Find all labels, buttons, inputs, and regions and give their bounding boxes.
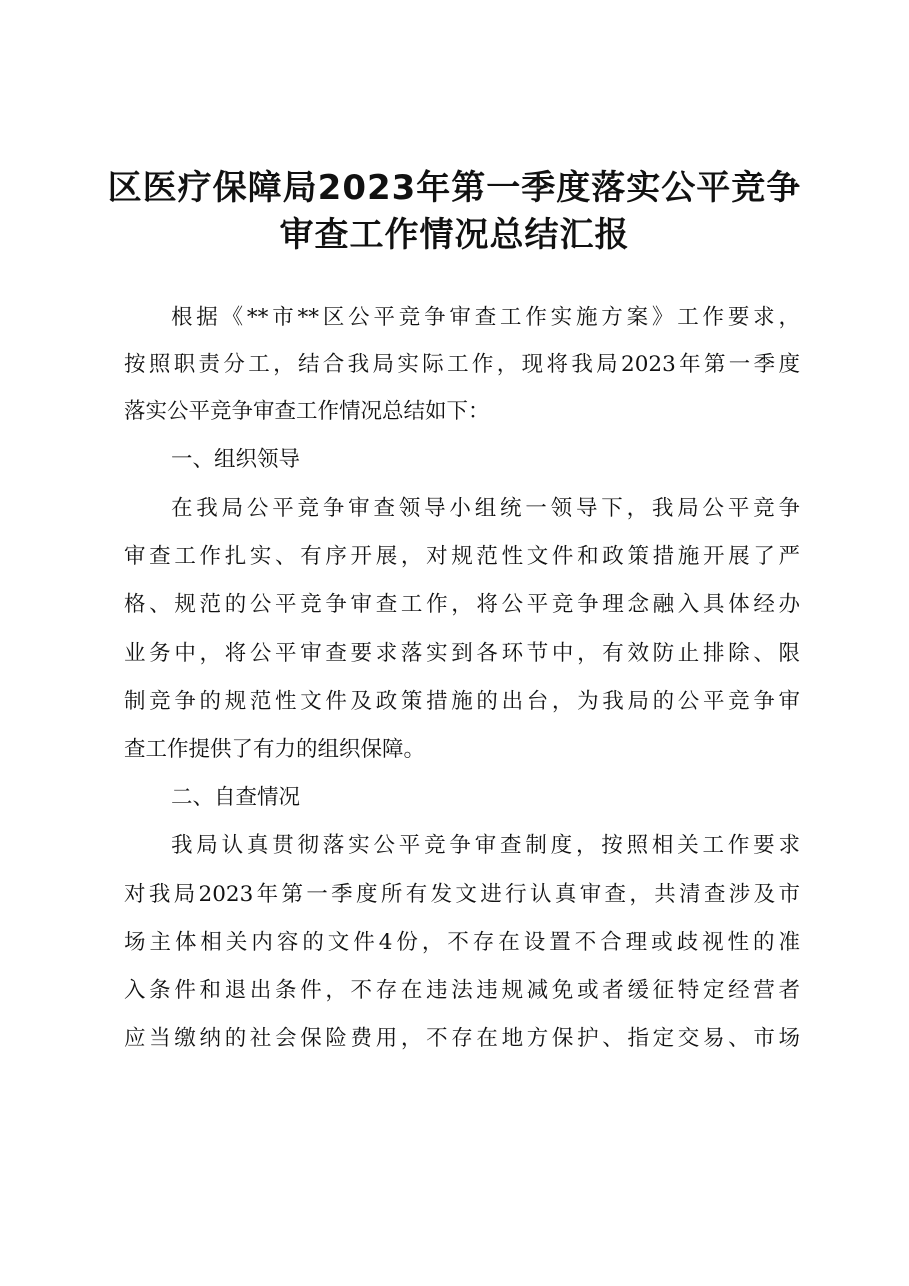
paragraph-2-line-3: 格、规范的公平竞争审查工作，将公平竞争理念融入具体经办 (124, 592, 800, 617)
document-title-line-1: 区医疗保障局2023年第一季度落实公平竞争 (107, 168, 802, 208)
paragraph-3-line-3: 场主体相关内容的文件4份，不存在设置不合理或歧视性的准 (124, 930, 800, 955)
paragraph-2-line-2: 审查工作扎实、有序开展，对规范性文件和政策措施开展了严 (124, 544, 800, 569)
paragraph-3-line-2: 对我局2023年第一季度所有发文进行认真审查，共清查涉及市 (124, 882, 800, 907)
paragraph-3-line-5: 应当缴纳的社会保险费用，不存在地方保护、指定交易、市场 (124, 1026, 800, 1051)
paragraph-2-line-4: 业务中，将公平审查要求落实到各环节中，有效防止排除、限 (124, 641, 800, 666)
section-heading-organization: 一、组织领导 (171, 447, 301, 472)
paragraph-3-line-4: 入条件和退出条件，不存在违法违规减免或者缓征特定经营者 (124, 978, 800, 1003)
section-heading-self-inspection: 二、自查情况 (171, 785, 301, 810)
paragraph-2-line-6: 查工作提供了有力的组织保障。 (124, 737, 426, 762)
document-title-line-2: 审查工作情况总结汇报 (279, 215, 630, 255)
paragraph-1-line-3: 落实公平竞争审查工作情况总结如下： (124, 399, 490, 424)
paragraph-1-line-1: 根据《**市**区公平竞争审查工作实施方案》工作要求， (171, 305, 800, 330)
paragraph-1-line-2: 按照职责分工，结合我局实际工作，现将我局2023年第一季度 (124, 352, 800, 377)
paragraph-2-line-5: 制竞争的规范性文件及政策措施的出台，为我局的公平竞争审 (124, 689, 800, 714)
paragraph-3-line-1: 我局认真贯彻落实公平竞争审查制度，按照相关工作要求 (171, 833, 800, 858)
paragraph-2-line-1: 在我局公平竞争审查领导小组统一领导下，我局公平竞争 (171, 496, 800, 521)
